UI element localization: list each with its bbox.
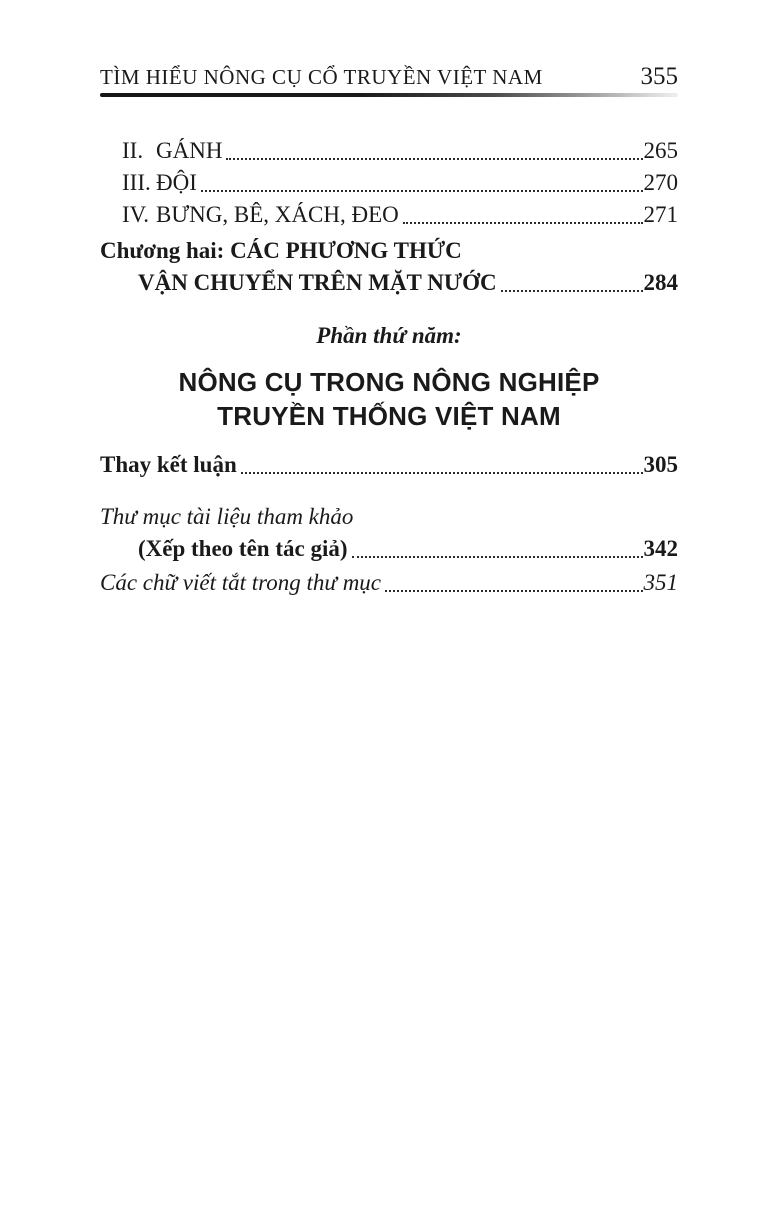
toc-entry-label: BƯNG, BÊ, XÁCH, ĐEO <box>156 202 399 227</box>
bibliography-subtitle: (Xếp theo tên tác giả) <box>138 536 348 561</box>
chapter-title-line2: VẬN CHUYỂN TRÊN MẶT NƯỚC <box>138 270 497 295</box>
dot-leader <box>501 290 643 292</box>
toc-entry-page: 265 <box>643 138 678 163</box>
dot-leader <box>352 556 643 558</box>
part-five-heading <box>100 321 678 433</box>
toc-entry-abbreviations-block <box>100 567 678 599</box>
toc-entry-conclusion-block <box>100 449 678 481</box>
part-title-line1: NÔNG CỤ TRONG NÔNG NGHIỆP <box>178 367 600 397</box>
dot-leader <box>201 190 643 192</box>
table-of-contents <box>100 135 678 599</box>
toc-entry-page: 342 <box>643 536 678 561</box>
toc-entry-chapter-two <box>100 235 678 299</box>
book-title-header: TÌM HIỂU NÔNG CỤ CỔ TRUYỀN VIỆT NAM <box>100 65 543 89</box>
page-content <box>0 0 768 599</box>
part-title-line2: TRUYỀN THỐNG VIỆT NAM <box>217 401 561 431</box>
toc-entry-numeral: II. <box>122 138 144 163</box>
toc-entry-abbreviations <box>100 567 678 599</box>
dot-leader <box>226 158 642 160</box>
chapter-title-line2-row <box>100 267 678 299</box>
toc-entry-conclusion <box>100 449 678 481</box>
part-title <box>100 365 678 433</box>
toc-entry-numeral: IV. <box>122 202 150 227</box>
toc-entry-doi <box>100 167 678 199</box>
toc-entry-numeral: III. <box>122 170 151 195</box>
toc-entry-ganh <box>100 135 678 167</box>
header-rule <box>100 93 678 97</box>
toc-entry-label: Thay kết luận <box>100 452 237 477</box>
toc-entry-bung-be-xach-deo <box>100 199 678 231</box>
bibliography-title: Thư mục tài liệu tham khảo <box>100 504 354 529</box>
dot-leader <box>385 590 642 592</box>
chapter-title-line1: Chương hai: CÁC PHƯƠNG THỨC <box>100 238 462 263</box>
toc-entry-label: GÁNH <box>156 138 223 163</box>
bibliography-subtitle-row <box>100 533 678 565</box>
toc-entry-page: 284 <box>643 270 678 295</box>
current-page-number: 355 <box>640 63 678 90</box>
dot-leader <box>403 222 643 224</box>
toc-entry-page: 271 <box>643 202 678 227</box>
toc-entry-page: 270 <box>643 170 678 195</box>
running-header <box>100 64 678 90</box>
part-kicker: Phần thứ năm: <box>316 323 462 348</box>
dot-leader <box>241 472 643 474</box>
toc-entry-page: 351 <box>643 570 678 595</box>
toc-entry-label: Các chữ viết tắt trong thư mục <box>100 570 382 595</box>
toc-entry-label: ĐỘI <box>156 170 197 195</box>
toc-entry-page: 305 <box>643 452 678 477</box>
toc-entry-bibliography <box>100 501 678 565</box>
